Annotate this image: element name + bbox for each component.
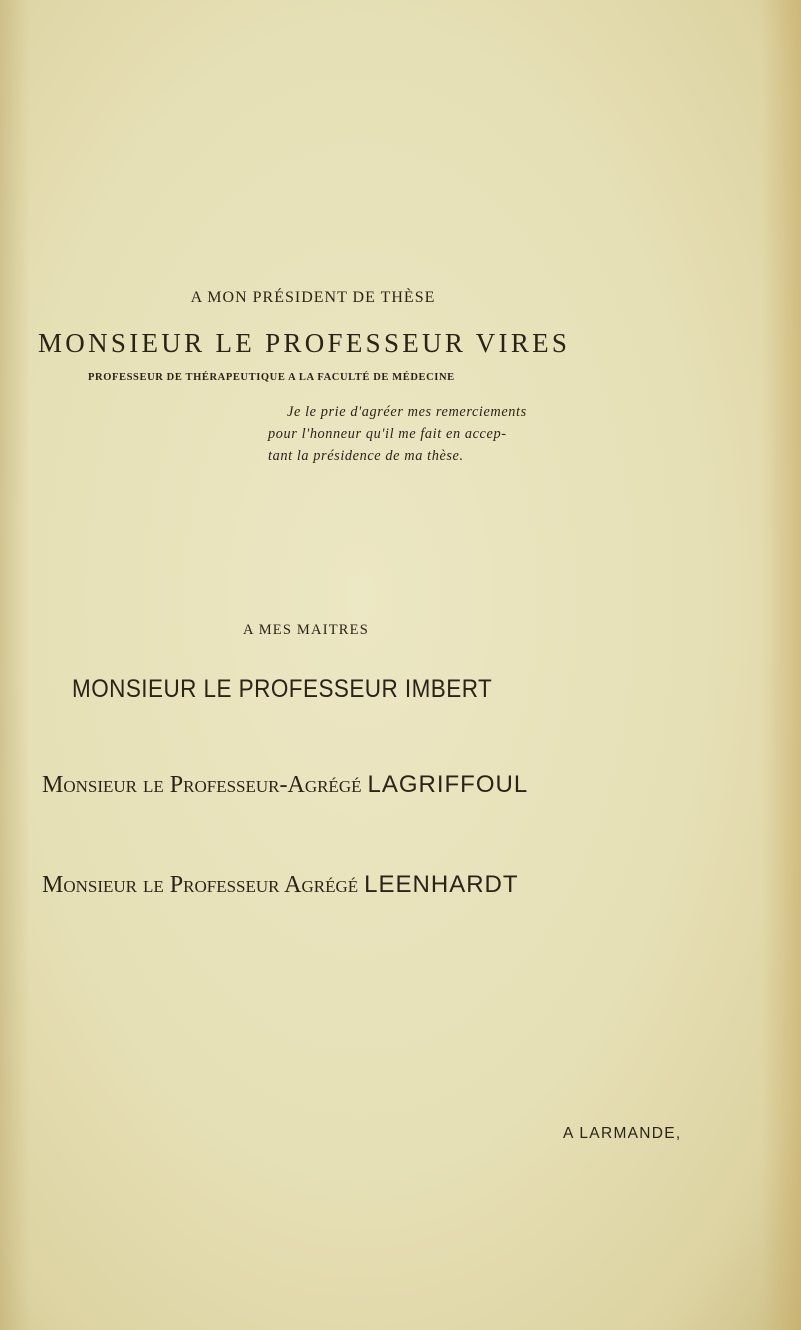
message-line: pour l'honneur qu'il me fait en accep- bbox=[268, 426, 507, 442]
page-edge-shadow bbox=[0, 0, 30, 1330]
message-line: Je le prie d'agréer mes remerciements bbox=[287, 404, 527, 420]
page-edge-shadow bbox=[761, 0, 801, 1330]
master-name-lagriffoul bbox=[42, 771, 528, 799]
master-prefix: MONSIEUR LE PROFESSEUR bbox=[72, 675, 399, 703]
master-surname: IMBERT bbox=[404, 675, 493, 703]
master-name-leenhardt bbox=[42, 871, 519, 899]
master-surname: LEENHARDT bbox=[364, 871, 519, 898]
president-dedication-heading: A MON PRÉSIDENT DE THÈSE bbox=[190, 289, 436, 306]
author-signature: A LARMANDE, bbox=[563, 1125, 682, 1142]
master-prefix: Monsieur le Professeur-Agrégé bbox=[42, 772, 362, 798]
master-name-imbert bbox=[72, 675, 492, 704]
masters-dedication-heading: A MES MAITRES bbox=[243, 622, 369, 638]
president-name: MONSIEUR LE PROFESSEUR VIRES bbox=[38, 328, 571, 358]
master-surname: LAGRIFFOUL bbox=[367, 771, 529, 798]
message-line: tant la présidence de ma thèse. bbox=[268, 448, 464, 464]
president-title: PROFESSEUR DE THÉRAPEUTIQUE A LA FACULTÉ DE MÉDECINE bbox=[88, 372, 455, 383]
master-prefix: Monsieur le Professeur Agrégé bbox=[42, 872, 359, 898]
